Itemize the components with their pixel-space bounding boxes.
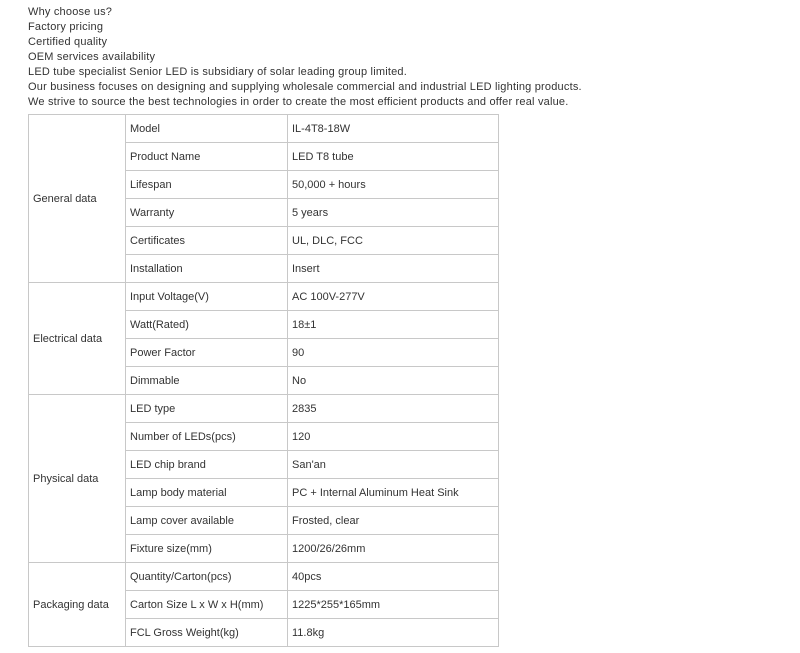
spec-label: Quantity/Carton(pcs) — [126, 563, 288, 591]
group-label-electrical: Electrical data — [29, 283, 126, 395]
intro-line: LED tube specialist Senior LED is subsidiary of solar leading group limited. — [28, 66, 407, 78]
spec-value: AC 100V-277V — [288, 283, 499, 311]
spec-value: Insert — [288, 255, 499, 283]
spec-value: LED T8 tube — [288, 143, 499, 171]
spec-value: IL-4T8-18W — [288, 115, 499, 143]
spec-value: 50,000 + hours — [288, 171, 499, 199]
spec-label: LED chip brand — [126, 451, 288, 479]
spec-value: PC + Internal Aluminum Heat Sink — [288, 479, 499, 507]
spec-label: LED type — [126, 395, 288, 423]
spec-label: Watt(Rated) — [126, 311, 288, 339]
spec-value: 2835 — [288, 395, 499, 423]
spec-label: Input Voltage(V) — [126, 283, 288, 311]
spec-label: Product Name — [126, 143, 288, 171]
spec-value: 5 years — [288, 199, 499, 227]
spec-label: Lamp body material — [126, 479, 288, 507]
table-row — [29, 563, 499, 591]
intro-line: Certified quality — [28, 36, 108, 48]
spec-label: Lamp cover available — [126, 507, 288, 535]
spec-label: Warranty — [126, 199, 288, 227]
spec-value: 1225*255*165mm — [288, 591, 499, 619]
spec-label: Carton Size L x W x H(mm) — [126, 591, 288, 619]
spec-value: 1200/26/26mm — [288, 535, 499, 563]
spec-value: 11.8kg — [288, 619, 499, 647]
table-row — [29, 283, 499, 311]
spec-label: Lifespan — [126, 171, 288, 199]
intro-line: OEM services availability — [28, 51, 156, 63]
spec-label: Certificates — [126, 227, 288, 255]
spec-value: 120 — [288, 423, 499, 451]
spec-value: UL, DLC, FCC — [288, 227, 499, 255]
intro-line: We strive to source the best technologies in order to create the most efficient products and offer real value. — [28, 96, 569, 108]
spec-label: Installation — [126, 255, 288, 283]
spec-value: No — [288, 367, 499, 395]
spec-label: Number of LEDs(pcs) — [126, 423, 288, 451]
spec-label: Dimmable — [126, 367, 288, 395]
spec-value: 40pcs — [288, 563, 499, 591]
group-label-packaging: Packaging data — [29, 563, 126, 647]
table-row — [29, 115, 499, 143]
spec-value: Frosted, clear — [288, 507, 499, 535]
spec-value: San'an — [288, 451, 499, 479]
table-row — [29, 395, 499, 423]
group-label-physical: Physical data — [29, 395, 126, 563]
intro-text — [28, 5, 582, 110]
spec-label: Fixture size(mm) — [126, 535, 288, 563]
spec-label: FCL Gross Weight(kg) — [126, 619, 288, 647]
group-label-general: General data — [29, 115, 126, 283]
intro-line: Why choose us? — [28, 6, 113, 18]
intro-line: Our business focuses on designing and supplying wholesale commercial and industrial LED lighting products. — [28, 81, 582, 93]
spec-value: 90 — [288, 339, 499, 367]
spec-value: 18±1 — [288, 311, 499, 339]
intro-line: Factory pricing — [28, 21, 104, 33]
spec-table — [28, 114, 499, 647]
spec-label: Model — [126, 115, 288, 143]
spec-label: Power Factor — [126, 339, 288, 367]
